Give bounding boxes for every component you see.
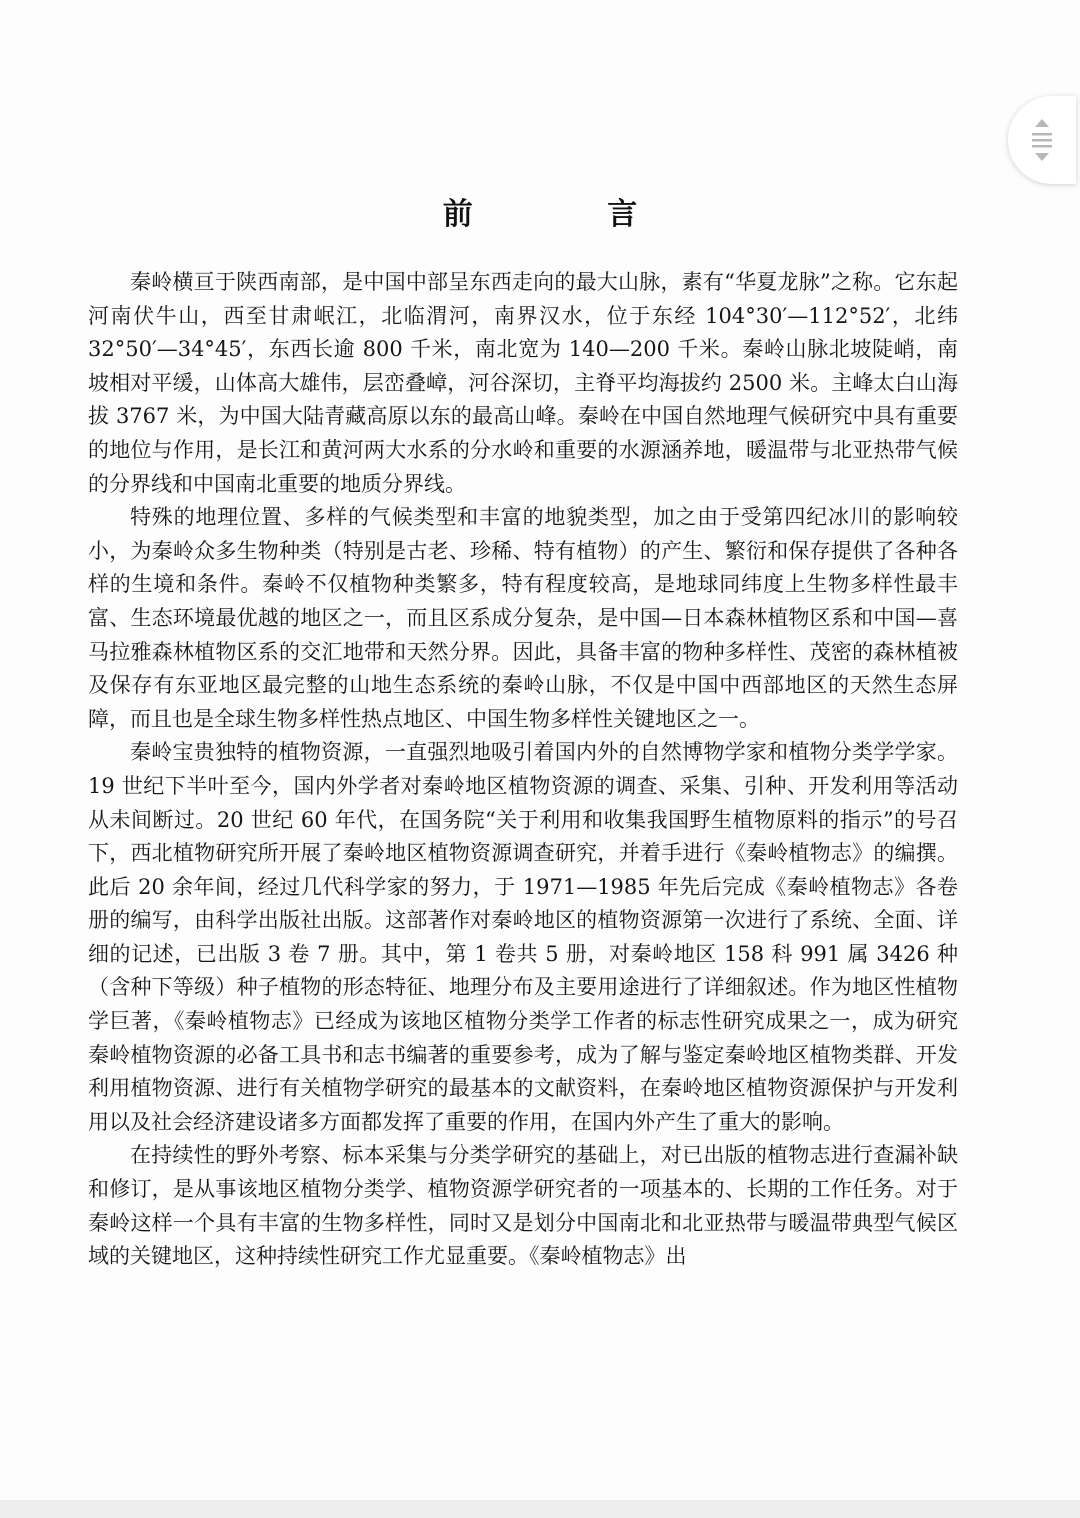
paragraph-4: 在持续性的野外考察、标本采集与分类学研究的基础上，对已出版的植物志进行查漏补缺和修订，是从事该地区植物分类学、植物资源学研究者的一项基本的、长期的工作任务。对于秦岭这样一个具有丰富的生物多样性，同时又是划分中国南北和北亚热带与暖温带典型气候区域的关键地区，这种持续性研究工作尤显重要。《秦岭植物志》出 [88,1143,958,1269]
page-title: 前 言 [442,197,700,232]
paragraph-3: 秦岭宝贵独特的植物资源，一直强烈地吸引着国内外的自然博物学家和植物分类学学家。19 世纪下半叶至今，国内外学者对秦岭地区植物资源的调查、采集、引种、开发利用等活动从未间断过。20 世纪 60 年代，在国务院“关于利用和收集我国野生植物原料的指示”的号召下，西北植物研究所开展了秦岭地区植物资源调查研究，并着手进行《秦岭植物志》的编撰。此后 20 余年间，经过几代科学家的努力，于 1971—1985 年先后完成《秦岭植物志》各卷册的编写，由科学出版社出版。这部著作对秦岭地区的植物资源第一次进行了系统、全面、详细的记述，已出版 3 卷 7 册。其中，第 1 卷共 5 册，对秦岭地区 158 科 991 属 3426 种（含种下等级）种子植物的形态特征、地理分布及主要用途进行了详细叙述。作为地区性植物学巨著，《秦岭植物志》已经成为该地区植物分类学工作者的标志性研究成果之一，成为研究秦岭植物资源的必备工具书和志书编著的重要参考，成为了解与鉴定秦岭地区植物类群、开发利用植物资源、进行有关植物学研究的最基本的文献资料，在秦岭地区植物资源保护与开发利用以及社会经济建设诸多方面都发挥了重要的作用，在国内外产生了重大的影响。 [88,740,958,1134]
bottom-bar [0,1500,1080,1518]
scroll-handle-icon [1027,116,1057,164]
paragraph-2: 特殊的地理位置、多样的气候类型和丰富的地貌类型，加之由于受第四纪冰川的影响较小，为秦岭众多生物种类（特别是古老、珍稀、特有植物）的产生、繁衍和保存提供了各种各样的生境和条件。秦岭不仅植物种类繁多，特有程度较高，是地球同纬度上生物多样性最丰富、生态环境最优越的地区之一，而且区系成分复杂，是中国—日本森林植物区系和中国—喜马拉雅森林植物区系的交汇地带和天然分界。因此，具备丰富的物种多样性、茂密的森林植被及保存有东亚地区最完整的山地生态系统的秦岭山脉，不仅是中国中西部地区的天然生态屏障，而且也是全球生物多样性热点地区、中国生物多样性关键地区之一。 [88,505,958,731]
document-body [88,266,958,1274]
paragraph-1: 秦岭横亘于陕西南部，是中国中部呈东西走向的最大山脉，素有“华夏龙脉”之称。它东起河南伏牛山，西至甘肃岷江，北临渭河，南界汉水，位于东经 104°30′—112°52′，北纬 32°50′—34°45′，东西长逾 800 千米，南北宽为 140—200 千米。秦岭山脉北坡陡峭，南坡相对平缓，山体高大雄伟，层峦叠嶂，河谷深切，主脊平均海拔约 2500 米。主峰太白山海拔 3767 米，为中国大陆青藏高原以东的最高山峰。秦岭在中国自然地理气候研究中具有重要的地位与作用，是长江和黄河两大水系的分水岭和重要的水源涵养地，暖温带与北亚热带气候的分界线和中国南北重要的地质分界线。 [88,270,958,496]
scroll-handle[interactable] [1008,96,1076,184]
